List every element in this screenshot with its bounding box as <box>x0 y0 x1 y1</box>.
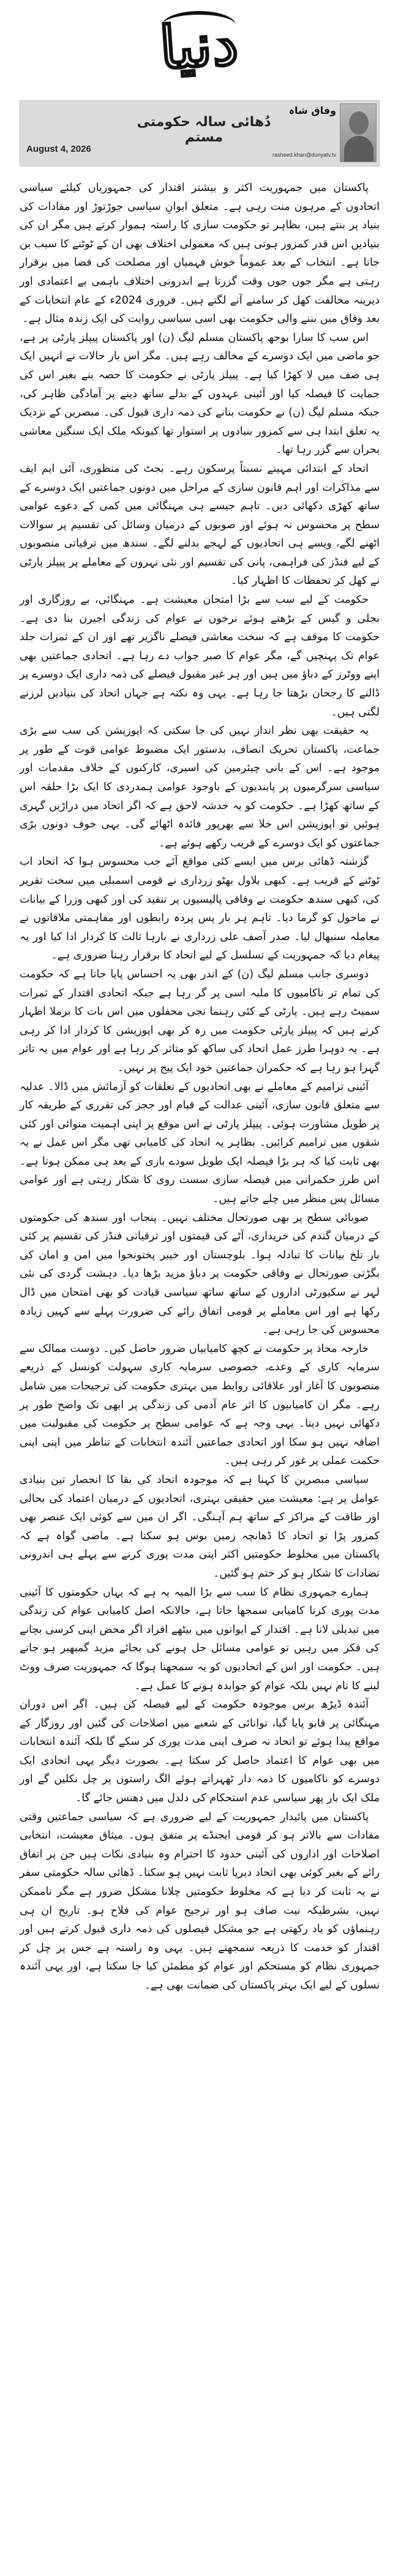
author-block <box>244 105 336 158</box>
author-name: وفاق شاہ <box>288 105 336 116</box>
article-paragraph: ہمارے جمہوری نظام کا سب سے بڑا المیہ یہ ہے کہ یہاں حکومتوں کا آئینی مدت پوری کرنا کامیابی سمجھا جاتا ہے، حالانکہ اصل کامیابی عوام کی زندگی میں تبدیلی لانا ہے۔ اقتدار کے ایوانوں میں بیٹھے افراد اگر محض اپنی کرسی بچانے کی فکر میں رہیں تو عوامی مسائل حل ہونے کی بجائے مزید گمبھیر ہو جاتے ہیں۔ حکومت اور اس کے اتحادیوں کو یہ سمجھنا ہوگا کہ جمہوریت صرف ووٹ لینے کا نام نہیں بلکہ عوام کو جوابدہ ہونے کا عمل ہے۔ <box>20 1586 380 1692</box>
author-photo <box>340 103 377 162</box>
publication-date: August 4, 2026 <box>26 144 91 154</box>
article-paragraph: پاکستان میں جمہوریت اکثر و بیشتر اقتدار کی جمہوریاں کیلئے سیاسی اتحادوں کے مرہون منت رہی ہے۔ متعلق ایوانِ سیاسی جوڑتوڑ اور مفادات کی بنیاد پر بنتے ہیں، بظاہر تو حکومت سازی کا راستہ ہموار کرتے ہیں مگر ان کی بنیادیں اس قدر کمزور ہوتی ہیں کہ معمولی اختلاف بھی ان کے ٹوٹنے کا سبب بن جاتا ہے۔ انتخاب کے بعد عموماً خوش فہمیاں اور مصلحت کی فضا میں برقرار رہتی ہے مگر جوں جوں وقت گزرتا ہے اندرونی اختلاف باہمی بے اعتمادی اور دیرینہ مخالفت کھل کر سامنے آنے لگتے ہیں۔ فروری 2024ء کے عام انتخابات کے بعد وفاق میں بننے والی حکومت بھی اسی سیاسی روایت کی ایک زندہ مثال ہے۔ <box>20 182 380 326</box>
masthead <box>0 0 398 92</box>
article-paragraph: صوبائی سطح پر بھی صورتحال مختلف نہیں۔ پنجاب اور سندھ کی حکومتوں کے درمیان گندم کی خریداری، آٹے کی قیمتوں اور ترقیاتی فنڈز کی تقسیم پر کئی بار تلخ بیانات کا تبادلہ ہوا۔ بلوچستان اور خیبر پختونخوا میں امن و امان کی بگڑتی صورتحال نے وفاقی حکومت پر دباؤ مزید بڑھا دیا۔ دہشت گردی کی نئی لہر نے سکیورٹی اداروں کے ساتھ ساتھ سیاسی قیادت کو بھی امتحان میں ڈال رکھا ہے اور اس معاملے پر قومی اتفاق رائے کی ضرورت پہلے سے کہیں زیادہ محسوس کی جا رہی ہے۔ <box>20 1211 380 1337</box>
article-paragraph: حکومت کے لیے سب سے بڑا امتحان معیشت ہے۔ مہنگائی، بے روزگاری اور بجلی و گیس کے بڑھتے ہوئے نرخوں نے عوام کی زندگی اجیرن بنا دی ہے۔ حکومت کا موقف ہے کہ سخت معاشی فیصلے ناگزیر تھے اور ان کے ثمرات جلد عوام تک پہنچیں گے، مگر عوام کا صبر جواب دے رہا ہے۔ اتحادی جماعتیں بھی اپنے ووٹرز کے دباؤ میں ہیں اور ہر غیر مقبول فیصلے کی ذمہ داری ایک دوسرے پر ڈالنے کا رجحان بڑھتا جا رہا ہے۔ یہی وہ نکتہ ہے جہاں اتحاد کی بنیادیں لرزنے لگتی ہیں۔ <box>20 594 380 719</box>
newspaper-logo: دنیا <box>157 8 241 83</box>
article-body <box>20 179 380 1995</box>
article-paragraph: آئینی ترامیم کے معاملے نے بھی اتحادیوں کے تعلقات کو آزمائش میں ڈالا۔ عدلیہ سے متعلق قانون سازی، آئینی عدالت کے قیام اور ججز کی تقرری کے طریقہ کار پر طویل مشاورت ہوئی۔ پیپلز پارٹی نے اس موقع پر اپنی اہمیت منوائی اور کئی شقوں میں ترامیم کرائیں۔ بظاہر یہ اتحاد کی کامیابی تھی مگر اس عمل نے یہ بھی ثابت کیا کہ ہر بڑا فیصلہ ایک طویل سودے بازی کے بعد ہی ممکن ہوتا ہے۔ اس طرز حکمرانی میں فیصلہ سازی سست روی کا شکار رہتی ہے اور عوامی مسائل پس منظر میں چلے جاتے ہیں۔ <box>20 1080 380 1206</box>
author-email: rasheed.khan@dunyatv.tv <box>272 152 336 158</box>
column-title: دُھائی سالہ حکومتی مستم <box>137 114 271 145</box>
article-paragraph: پاکستان میں پائیدار جمہوریت کے لیے ضروری ہے کہ سیاسی جماعتیں وقتی مفادات سے بالاتر ہو کر قومی ایجنڈے پر متفق ہوں۔ میثاق معیشت، انتخابی اصلاحات اور اداروں کی آئینی حدود کا احترام وہ بنیادی نکات ہیں جن پر اتفاق رائے کے بغیر کوئی بھی اتحاد دیرپا ثابت نہیں ہو سکتا۔ ڈھائی سالہ حکومتی سفر نے یہ ثابت کر دیا ہے کہ مخلوط حکومتیں چلانا مشکل ضرور ہے مگر ناممکن نہیں، بشرطیکہ نیت صاف ہو اور ترجیح عوام کی فلاح ہو۔ تاریخ ان ہی رہنماؤں کو یاد رکھتی ہے جو مشکل فیصلوں کی ذمہ داری قبول کرتے ہیں اور اقتدار کو خدمت کا ذریعہ سمجھتے ہیں۔ یہی وہ راستہ ہے جس پر چل کر جمہوری نظام کو مستحکم اور عوام کو مطمئن کیا جا سکتا ہے، اور یہی آئندہ نسلوں کے لیے ایک بہتر پاکستان کی ضمانت بھی ہے۔ <box>20 1810 380 1992</box>
article-paragraph: دوسری جانب مسلم لیگ (ن) کے اندر بھی یہ احساس پایا جاتا ہے کہ حکومت کی تمام تر ناکامیوں کا ملبہ اسی پر گر رہا ہے جبکہ اتحادی اقتدار کے ثمرات سمیٹ رہے ہیں۔ پارٹی کے کئی رہنما نجی محفلوں میں اس بات کا برملا اظہار کرتے ہیں کہ پیپلز پارٹی حکومت میں رہ کر بھی اپوزیشن کا کردار ادا کر رہی ہے۔ یہ دوہرا طرز عمل اتحاد کی ساکھ کو متاثر کر رہا ہے اور عوام میں یہ تاثر گہرا ہو رہا ہے کہ حکمران جماعتیں خود ایک پیج پر نہیں۔ <box>20 968 380 1074</box>
article-paragraph: خارجہ محاذ پر حکومت نے کچھ کامیابیاں ضرور حاصل کیں۔ دوست ممالک سے سرمایہ کاری کے وعدے، خصوصی سرمایہ کاری سہولت کونسل کے ذریعے منصوبوں کا آغاز اور علاقائی روابط میں بہتری حکومت کی ترجیحات میں شامل رہے۔ مگر ان کامیابیوں کا اثر عام آدمی کی زندگی پر ابھی تک واضح طور پر دکھائی نہیں دیتا۔ یہی وجہ ہے کہ عوامی سطح پر حکومت کی مقبولیت میں اضافہ نہیں ہو سکا اور اتحادی جماعتیں آئندہ انتخابات کے تناظر میں اپنی اپنی حکمت عملی پر غور کر رہی ہیں۔ <box>20 1342 380 1468</box>
article-paragraph: اس سب کا سارا بوجھ پاکستان مسلم لیگ (ن) اور پاکستان پیپلز پارٹی پر ہے، جو ماضی میں ایک دوسرے کے مخالف رہے ہیں۔ مگر اس بار حالات نے انہیں ایک ہی صف میں لا کھڑا کیا ہے۔ پیپلز پارٹی نے حکومت کا حصہ بنے بغیر اس کی حمایت کا فیصلہ کیا اور آئینی عہدوں کے بدلے ساتھ دینے پر آمادگی ظاہر کی، جبکہ مسلم لیگ (ن) نے حکومت بنانے کی ذمہ داری قبول کی۔ مبصرین کے نزدیک یہ تعلق ابتدا ہی سے کمزور بنیادوں پر استوار تھا کیونکہ ملک ایک سنگین معاشی بحران سے گزر رہا تھا۔ <box>20 331 380 457</box>
article-paragraph: یہ حقیقت بھی نظر انداز نہیں کی جا سکتی کہ اپوزیشن کی سب سے بڑی جماعت، پاکستان تحریک انصاف، بدستور ایک مضبوط عوامی قوت کے طور پر موجود ہے۔ اس کے بانی چیئرمین کی اسیری، کارکنوں کے خلاف مقدمات اور سیاسی سرگرمیوں پر پابندیوں کے باوجود عوامی ہمدردی کا ایک بڑا حلقہ اس کے ساتھ کھڑا ہے۔ حکومت کو یہ خدشہ لاحق ہے کہ اگر اتحاد میں دراڑیں گہری ہوئیں تو اپوزیشن اس خلا سے بھرپور فائدہ اٹھائے گی۔ یہی خوف دونوں بڑی جماعتوں کو ایک دوسرے کے قریب رکھے ہوئے ہے۔ <box>20 725 380 849</box>
article-paragraph: سیاسی مبصرین کا کہنا ہے کہ موجودہ اتحاد کی بقا کا انحصار تین بنیادی عوامل پر ہے: معیشت میں حقیقی بہتری، اتحادیوں کے درمیان اعتماد کی بحالی اور طاقت کے مراکز کے ساتھ ہم آہنگی۔ اگر ان میں سے کوئی ایک عنصر بھی کمزور پڑا تو اتحاد کا ڈھانچہ زمین بوس ہو سکتا ہے۔ ماضی گواہ ہے کہ پاکستان میں مخلوط حکومتیں اکثر اپنی مدت پوری کرنے سے پہلے ہی اندرونی تضادات کا شکار ہو کر ختم ہو گئیں۔ <box>20 1473 380 1580</box>
article-paragraph: اتحاد کے ابتدائی مہینے نسبتاً پرسکون رہے۔ بجٹ کی منظوری، آئی ایم ایف سے مذاکرات اور اہم قانون سازی کے مراحل میں دونوں جماعتیں ایک دوسرے کے ساتھ کھڑی دکھائی دیں۔ تاہم جیسے ہی مہنگائی میں کمی کے دعوے عوامی سطح پر محسوس نہ ہوئے اور صوبوں کے درمیان وسائل کی تقسیم پر سوالات اٹھنے لگے، ویسے ہی اتحادیوں کے لہجے بدلنے لگے۔ سندھ میں ترقیاتی منصوبوں کے لیے فنڈز کی فراہمی، پانی کی تقسیم اور نئی نہروں کے معاملے پر پیپلز پارٹی نے کھل کر تحفظات کا اظہار کیا۔ <box>20 462 380 588</box>
column-header-band <box>20 100 380 166</box>
article-paragraph: آئندہ ڈیڑھ برس موجودہ حکومت کے لیے فیصلہ کن ہیں۔ اگر اس دوران مہنگائی پر قابو پایا گیا، توانائی کے شعبے میں اصلاحات کی گئیں اور روزگار کے مواقع پیدا ہوئے تو اتحاد نہ صرف اپنی مدت پوری کر سکے گا بلکہ آئندہ انتخابات میں بھی عوام کا اعتماد حاصل کر سکتا ہے۔ بصورت دیگر یہی اتحادی ایک دوسرے کو ناکامیوں کا ذمہ دار ٹھہراتے ہوئے الگ راستوں پر چل نکلیں گے اور ملک ایک بار پھر سیاسی عدم استحکام کی دلدل میں دھنس جائے گا۔ <box>20 1698 380 1805</box>
article-paragraph: گزشتہ ڈھائی برس میں ایسے کئی مواقع آئے جب محسوس ہوا کہ اتحاد اب ٹوٹنے کے قریب ہے۔ کبھی بلاول بھٹو زرداری نے قومی اسمبلی میں سخت تقریر کی، کبھی سندھ حکومت نے وفاقی پالیسیوں پر تنقید کی اور کبھی وزرا کے بیانات نے ماحول کو گرما دیا۔ تاہم ہر بار پس پردہ رابطوں اور مفاہمتی ملاقاتوں نے معاملہ سنبھال لیا۔ صدر آصف علی زرداری نے بارہا ثالث کا کردار ادا کیا اور یہ پیغام دیا کہ جمہوریت کے تسلسل کے لیے اتحاد کا برقرار رہنا ضروری ہے۔ <box>20 856 380 962</box>
